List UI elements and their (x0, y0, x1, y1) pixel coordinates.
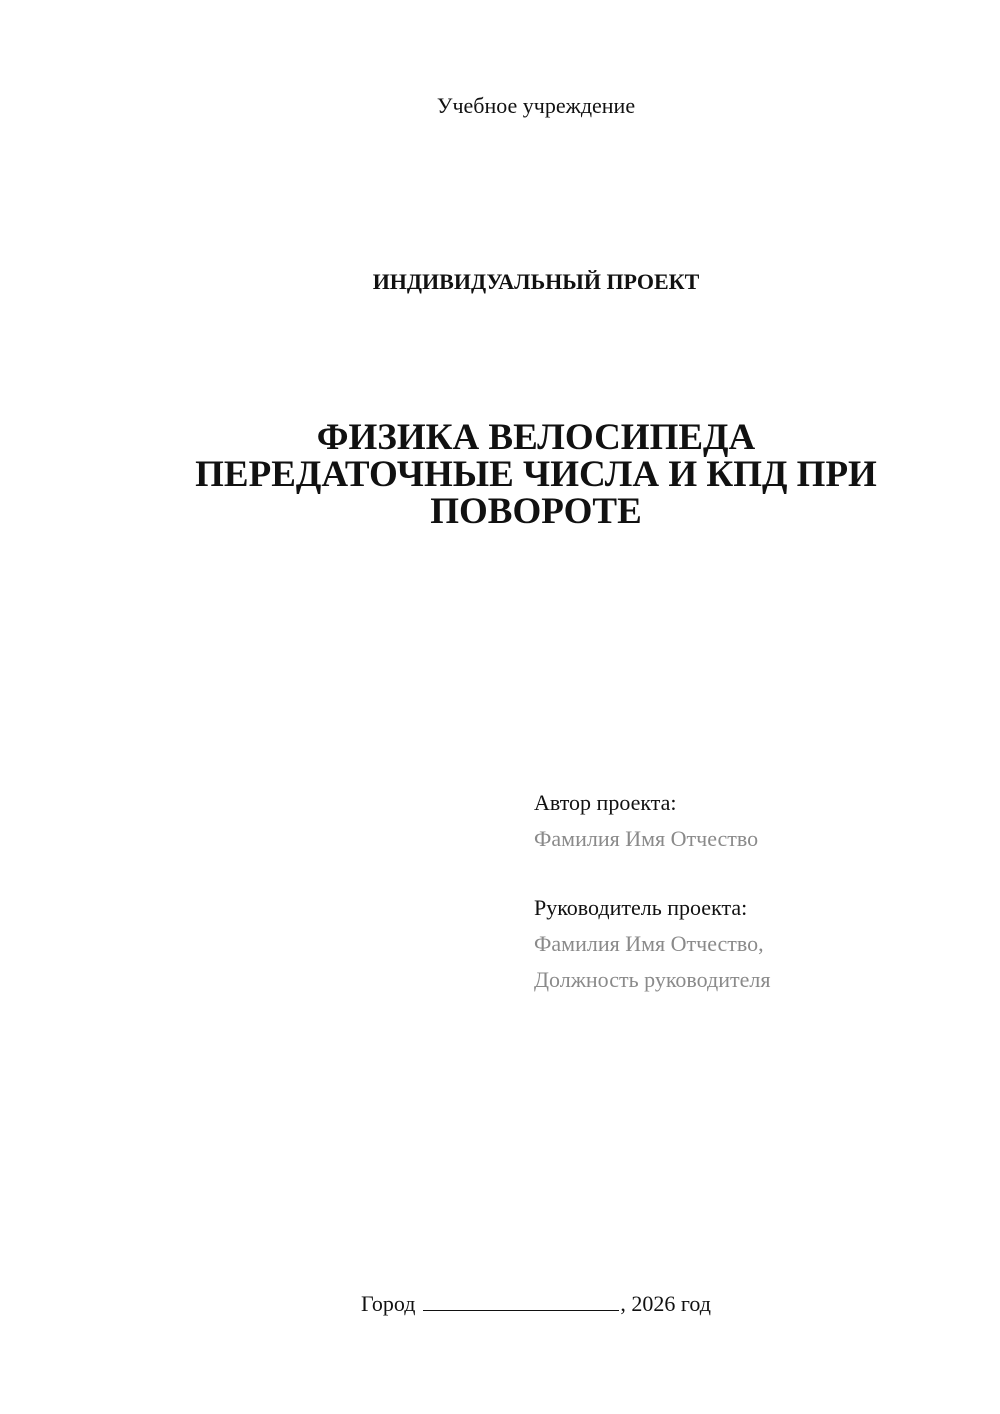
project-title-line-2: ПЕРЕДАТОЧНЫЕ ЧИСЛА И КПД ПРИ (195, 454, 877, 495)
author-name: Фамилия Имя Отчество (534, 826, 759, 851)
city-label: Город (361, 1291, 416, 1316)
year-text: , 2026 год (620, 1291, 711, 1316)
footer-city-year (0, 1290, 1000, 1318)
project-title-line-1: ФИЗИКА ВЕЛОСИПЕДА (316, 417, 756, 458)
document-type: ИНДИВИДУАЛЬНЫЙ ПРОЕКТ (372, 269, 700, 294)
author-block (534, 785, 954, 857)
institution-name: Учебное учреждение (436, 93, 636, 118)
supervisor-block (534, 890, 954, 998)
author-label: Автор проекта: (534, 790, 677, 815)
supervisor-label: Руководитель проекта: (534, 895, 748, 920)
project-title-line-3: ПОВОРОТЕ (430, 491, 642, 532)
city-blank-line (423, 1290, 619, 1311)
project-title (0, 419, 1000, 530)
supervisor-name: Фамилия Имя Отчество, (534, 931, 764, 956)
supervisor-position: Должность руководителя (534, 967, 771, 992)
